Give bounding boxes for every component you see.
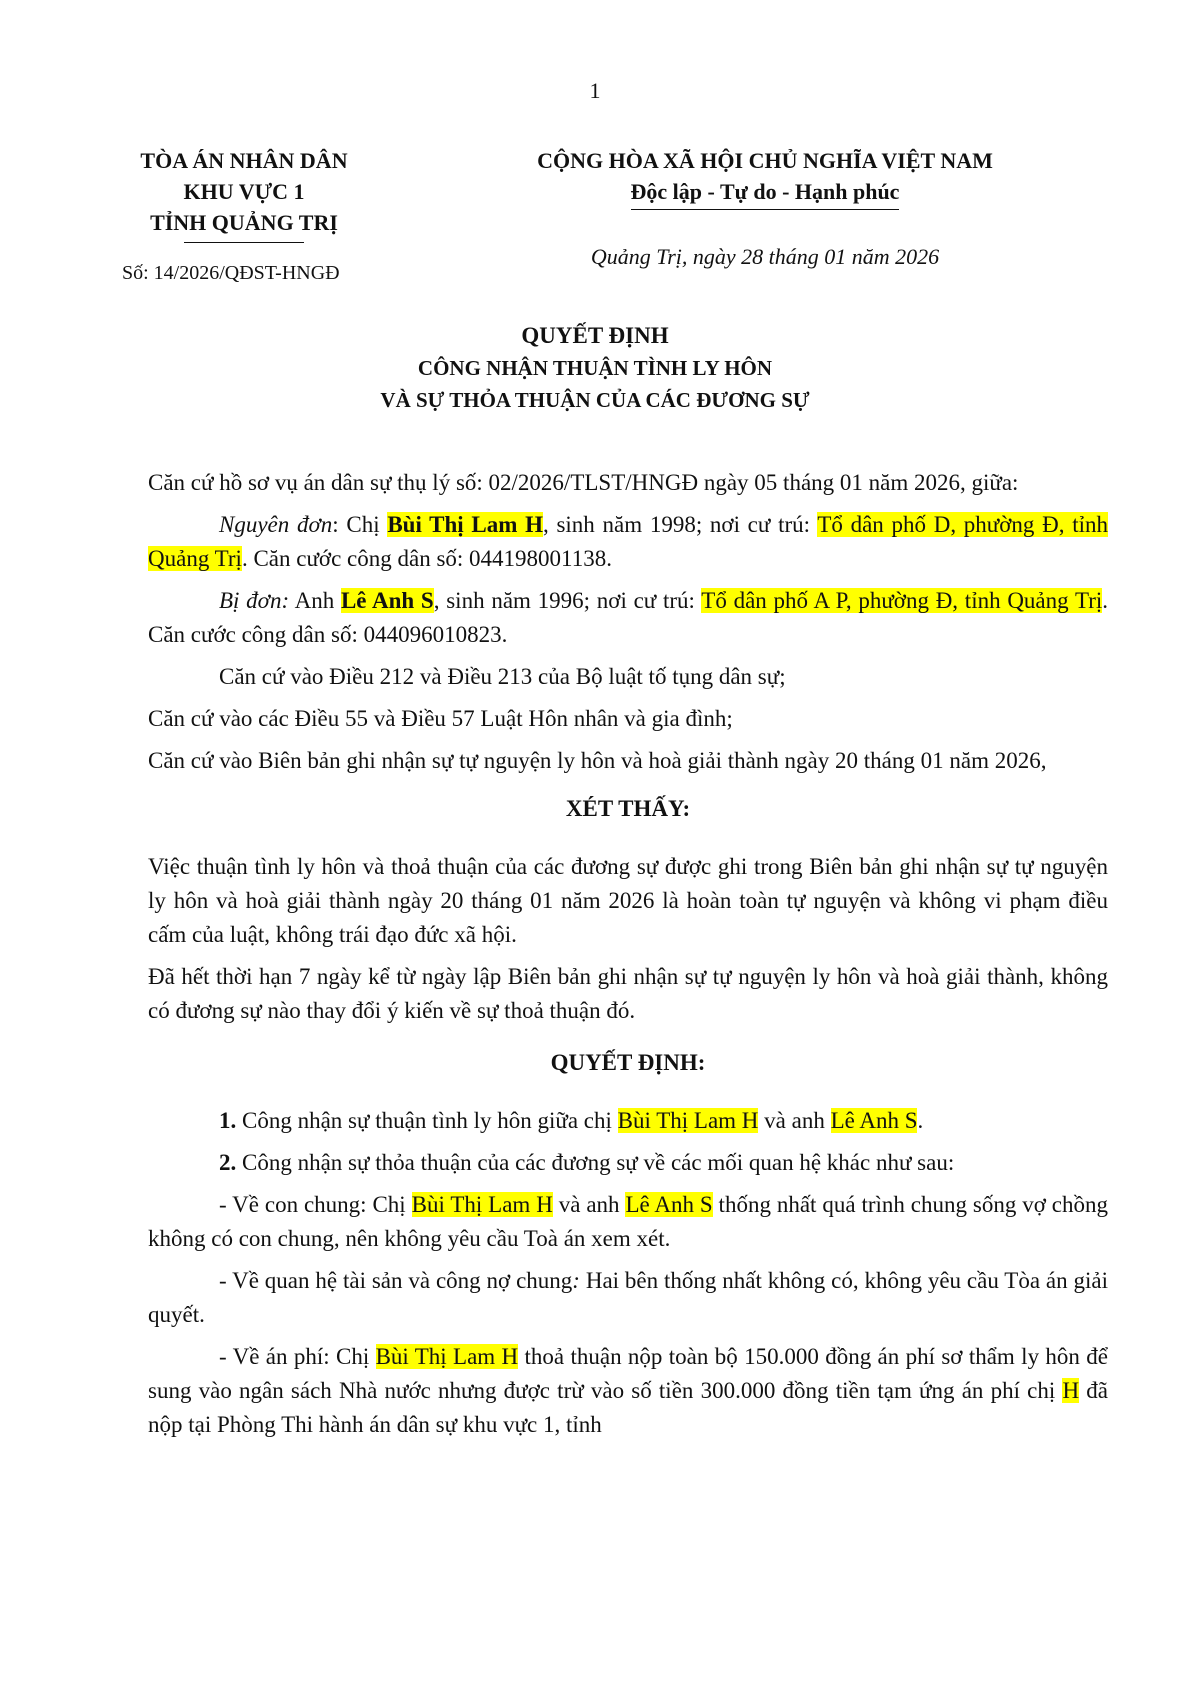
plaintiff-prefix: : Chị — [332, 512, 388, 537]
plaintiff-label: Nguyên đơn — [219, 512, 333, 537]
party-name-h: Bùi Thị Lam H — [617, 1108, 759, 1133]
plaintiff-id: . Căn cước công dân số: 044198001138. — [241, 546, 612, 571]
legal-basis-3: Căn cứ vào Biên bản ghi nhận sự tự nguyện ly hôn và hoà giải thành ngày 20 tháng 01 năm 2026, — [148, 748, 1047, 773]
title-line2: CÔNG NHẬN THUẬN TÌNH LY HÔN — [417, 356, 773, 380]
plaintiff-name: Bùi Thị Lam H — [387, 512, 543, 537]
defendant-prefix: Anh — [289, 588, 341, 613]
party-name-s: Lê Anh S — [625, 1192, 713, 1217]
defendant-id: . Căn cước công dân số: 044096010823. — [148, 588, 1109, 647]
defendant-name: Lê Anh S — [340, 588, 434, 613]
plaintiff-birth: , sinh năm 1998; nơi cư trú: — [542, 512, 818, 537]
plaintiff-address: Tổ dân phố D, phường Đ, tỉnh Quảng Trị — [148, 512, 1108, 571]
decision-heading: QUYẾT ĐỊNH: — [550, 1050, 706, 1075]
court-header-underline — [184, 242, 304, 243]
party-name-s: Lê Anh S — [830, 1108, 918, 1133]
case-reference-paragraph: Căn cứ hồ sơ vụ án dân sự thụ lý số: 02/2026/TLST/HNGĐ ngày 05 tháng 01 năm 2026, giữa: — [148, 470, 1019, 495]
decision-item-1-number: 1. — [219, 1108, 237, 1133]
title-line1: QUYẾT ĐỊNH — [521, 323, 669, 348]
children-clause-end: thống nhất quá trình chung sống vợ chồng không có con chung, nên không yêu cầu Toà án xem xét. — [148, 1192, 1109, 1251]
title-line3: VÀ SỰ THỎA THUẬN CỦA CÁC ĐƯƠNG SỰ — [380, 388, 810, 412]
fee-clause-text: thoả thuận nộp toàn bộ 150.000 đồng án phí sơ thẩm ly hôn để sung vào ngân sách Nhà nước nhưng được trừ vào số tiền 300.000 đồng tiền tạm ứng án phí chị — [148, 1344, 1108, 1403]
court-header — [110, 145, 378, 243]
property-clause-text: Hai bên thống nhất không có, không yêu cầu Tòa án giải quyết. — [148, 1268, 1108, 1327]
court-name-line2: KHU VỰC 1 — [183, 179, 305, 204]
children-clause-conj: và anh — [552, 1192, 626, 1217]
legal-basis-2: Căn cứ vào các Điều 55 và Điều 57 Luật Hôn nhân và gia đình; — [148, 706, 733, 731]
decision-item-1-conj: và anh — [758, 1108, 831, 1133]
place-date: Quảng Trị, ngày 28 tháng 01 năm 2026 — [590, 244, 940, 269]
fee-clause-label: - Về án phí: Chị — [219, 1344, 376, 1369]
fee-clause — [148, 1340, 1108, 1442]
fee-clause-end: đã nộp tại Phòng Thi hành án dân sự khu vực 1, tỉnh — [148, 1378, 1108, 1437]
national-motto: Độc lập - Tự do - Hạnh phúc — [631, 176, 900, 210]
country-name: CỘNG HÒA XÃ HỘI CHỦ NGHĨA VIỆT NAM — [537, 148, 993, 173]
findings-heading: XÉT THẤY: — [565, 796, 691, 821]
decision-item-1 — [148, 1104, 1108, 1138]
court-name-line1: TÒA ÁN NHÂN DÂN — [140, 148, 348, 173]
document-number: Số: 14/2026/QĐST-HNGĐ — [122, 262, 340, 284]
defendant-birth: , sinh năm 1996; nơi cư trú: — [433, 588, 702, 613]
document-title — [0, 320, 1190, 416]
decision-item-2-text: Công nhận sự thỏa thuận của các đương sự về các mối quan hệ khác như sau: — [236, 1150, 955, 1175]
property-clause-label: - Về quan hệ tài sản và công nợ chung — [219, 1268, 573, 1293]
decision-item-2 — [148, 1146, 1108, 1180]
property-clause — [148, 1264, 1108, 1332]
party-name-h: Bùi Thị Lam H — [411, 1192, 553, 1217]
court-name-line3: TỈNH QUẢNG TRỊ — [150, 210, 338, 235]
document-body — [148, 466, 1108, 1450]
children-clause — [148, 1188, 1108, 1256]
defendant-paragraph — [148, 584, 1108, 652]
defendant-address: Tổ dân phố A P, phường Đ, tỉnh Quảng Trị — [701, 588, 1103, 613]
plaintiff-paragraph — [148, 508, 1108, 576]
page-number: 1 — [589, 78, 601, 103]
defendant-label: Bị đơn: — [219, 588, 290, 613]
decision-item-2-number: 2. — [219, 1150, 237, 1175]
decision-item-1-end: . — [917, 1108, 924, 1133]
children-clause-text: - Về con chung: Chị — [219, 1192, 412, 1217]
property-clause-colon: : — [572, 1268, 580, 1293]
legal-basis-1: Căn cứ vào Điều 212 và Điều 213 của Bộ luật tố tụng dân sự; — [219, 664, 786, 689]
decision-item-1-text: Công nhận sự thuận tình ly hôn giữa chị — [236, 1108, 618, 1133]
national-header — [475, 145, 1055, 210]
party-name-h: Bùi Thị Lam H — [375, 1344, 519, 1369]
finding-paragraph-1: Việc thuận tình ly hôn và thoả thuận của các đương sự được ghi trong Biên bản ghi nhận sự tự nguyện ly hôn và hoà giải thành ngày 20 tháng 01 năm 2026 là hoàn toàn tự nguyện và không vi phạm điều cấm của luật, không trái đạo đức xã hội. — [148, 854, 1108, 947]
finding-paragraph-2: Đã hết thời hạn 7 ngày kể từ ngày lập Biên bản ghi nhận sự tự nguyện ly hôn và hoà giải thành, không có đương sự nào thay đổi ý kiến về sự thoả thuận đó. — [148, 964, 1108, 1023]
party-initial-h: H — [1062, 1378, 1080, 1403]
